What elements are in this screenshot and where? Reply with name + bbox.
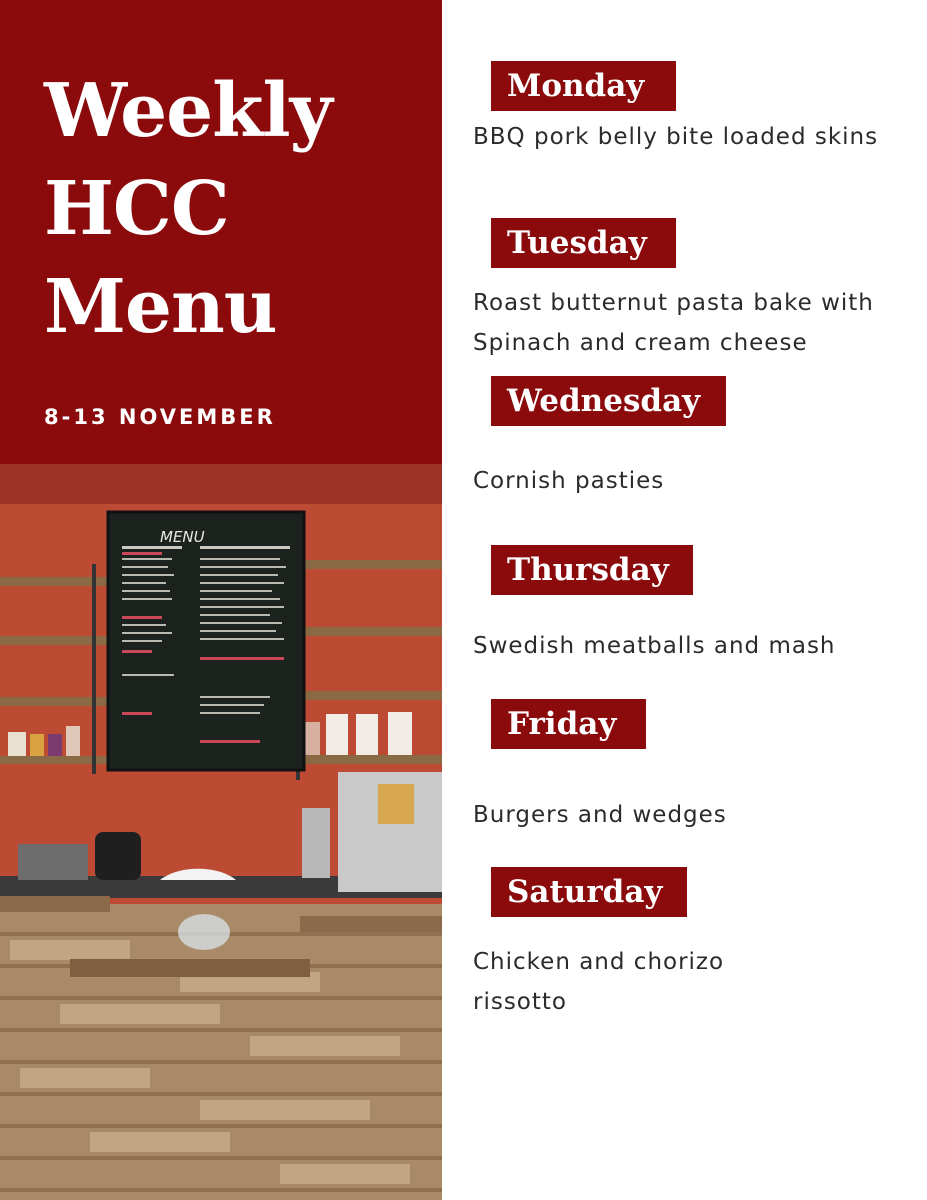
- page-title: [44, 62, 332, 356]
- title-line-3: Menu: [44, 264, 277, 350]
- date-range: 8-13 NOVEMBER: [44, 405, 276, 429]
- title-line-1: Weekly: [44, 68, 332, 154]
- title-line-2: HCC: [44, 166, 229, 252]
- dish-tuesday: Roast butternut pasta bake with Spinach and cream cheese: [473, 290, 874, 356]
- dish-monday: BBQ pork belly bite loaded skins: [473, 124, 879, 150]
- cafe-illustration: [0, 464, 442, 1200]
- dish-thursday: Swedish meatballs and mash: [473, 633, 836, 659]
- dish-wednesday: Cornish pasties: [473, 468, 665, 494]
- day-label: Thursday: [491, 545, 693, 595]
- dish-saturday: Chicken and chorizo rissotto: [473, 949, 725, 1015]
- day-label: Saturday: [491, 867, 687, 917]
- day-label: Wednesday: [491, 376, 726, 426]
- dish-friday: Burgers and wedges: [473, 802, 727, 828]
- day-label: Monday: [491, 61, 676, 111]
- day-label: Friday: [491, 699, 646, 749]
- title-panel: [0, 0, 442, 464]
- cafe-counter-photo: [0, 464, 442, 1200]
- chalkboard-heading: MENU: [160, 528, 205, 546]
- day-label: Tuesday: [491, 218, 676, 268]
